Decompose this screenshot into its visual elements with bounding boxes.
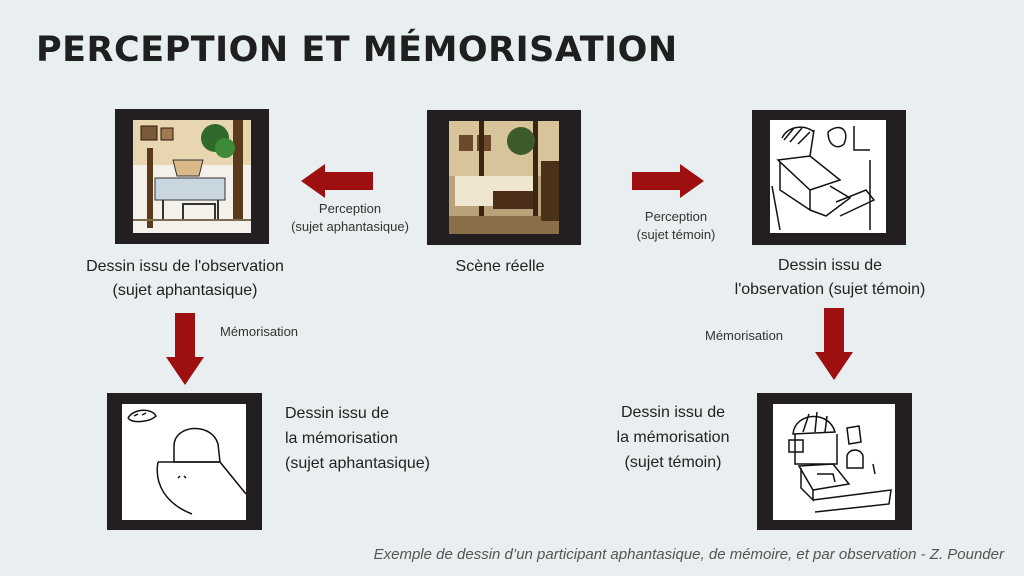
source-caption: Exemple de dessin d’un participant aphantasique, de mémoire, et par observation - Z. Pounder xyxy=(373,546,1004,563)
perception-control-label: Perception (sujet témoin) xyxy=(636,209,716,242)
memory-control-label: Dessin issu de la mémorisation (sujet témoin) xyxy=(616,404,730,471)
page-title: PERCEPTION ET MÉMORISATION xyxy=(36,30,678,70)
perception-aphantasic-label: Perception (sujet aphantasique) xyxy=(291,201,409,234)
memory-aphantasic-label: Dessin issu de la mémorisation (sujet aphantasique) xyxy=(285,405,430,472)
memorisation-aphantasic-arrow xyxy=(166,313,204,385)
perception-control-arrow xyxy=(632,164,704,198)
observation-aphantasic-label: Dessin issu de l'observation (sujet aphantasique) xyxy=(86,258,284,299)
bedroom-photo xyxy=(449,121,559,234)
memorisation-control-arrow xyxy=(815,308,853,380)
colored-room-sketch xyxy=(133,120,251,233)
real-scene-label: Scène réelle xyxy=(455,258,545,275)
memory-drawing-control xyxy=(757,393,912,530)
real-scene-photo xyxy=(427,110,581,245)
detailed-memory-sketch xyxy=(773,404,895,520)
observation-control-label: Dessin issu de l'observation (sujet témoin) xyxy=(734,257,926,298)
observation-drawing-control xyxy=(752,110,906,245)
observation-drawing-aphantasic xyxy=(115,109,269,244)
memory-drawing-aphantasic xyxy=(107,393,262,530)
perception-aphantasic-arrow xyxy=(301,164,373,198)
line-room-sketch xyxy=(770,120,886,233)
memorisation-aphantasic-label: Mémorisation xyxy=(220,324,299,339)
simple-memory-sketch xyxy=(122,404,246,520)
memorisation-control-label: Mémorisation xyxy=(705,328,784,343)
